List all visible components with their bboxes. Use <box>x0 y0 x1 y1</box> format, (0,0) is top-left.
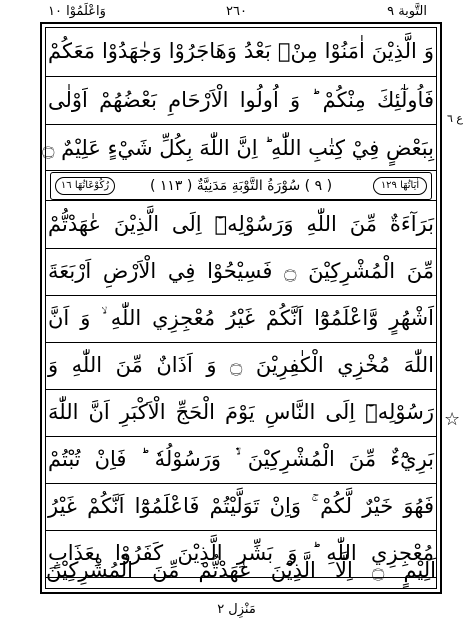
text-line: اَلِيْمٍ ۝ اِلَّا الَّذِيْنَ عٰهَدْتُّمْ مِّنَ الْمُشْرِكِيْنَ <box>46 558 436 582</box>
ayat-count: اٰيَاتُهَا ١٢٩ <box>373 177 427 195</box>
text-line: اَشْهُرٍ وَّاعْلَمُوْٓا اَنَّكُمْ غَيْرُ مُعْجِزِي اللّٰهِ ۙ وَ اَنَّ <box>48 306 434 330</box>
text-line: بِبَعْضٍ فِيْ كِتٰبِ اللّٰهِ ؕ اِنَّ اللّٰهَ بِكُلِّ شَيْءٍ عَلِيْمٌ ۝ <box>42 136 434 160</box>
text-line: بَرَآءَةٌ مِّنَ اللّٰهِ وَرَسُوْلِهٖٓ اِلَى الَّذِيْنَ عٰهَدْتُّمْ <box>48 212 434 236</box>
text-line: مِّنَ الْمُشْرِكِيْنَ ۝ فَسِيْحُوْا فِي الْاَرْضِ اَرْبَعَةَ <box>48 259 434 283</box>
line-rule <box>46 170 436 171</box>
text-line: وَ الَّذِيْنَ اٰمَنُوْا مِنْۢ بَعْدُ وَهَاجَرُوْا وَجٰهَدُوْا مَعَكُمْ <box>48 39 434 63</box>
text-line: اللّٰهَ مُخْزِي الْكٰفِرِيْنَ ۝ وَ اَذَانٌ مِّنَ اللّٰهِ وَ <box>48 353 435 377</box>
ruku-margin-mark: ع ٦ <box>447 112 463 125</box>
surah-name: التَّوبة ٩ <box>387 4 427 19</box>
page-header <box>0 2 473 24</box>
text-line: فَهُوَ خَيْرٌ لَّكُمْ ۚ وَاِنْ تَوَلَّيْتُمْ فَاعْلَمُوْٓا اَنَّكُمْ غَيْرُ <box>48 494 434 518</box>
text-line: فَاُولٰٓئِكَ مِنْكُمْ ؕ وَ اُولُوا الْاَرْحَامِ بَعْضُهُمْ اَوْلٰى <box>48 88 434 112</box>
text-line: مُعْجِزِي اللّٰهِ ؕ وَ بَشِّرِ الَّذِيْنَ كَفَرُوْا بِعَذَابٍ <box>48 541 434 565</box>
surah-title: ( ٩ ) سُوْرَةُ التَّوْبَةِ مَدَنِيَّةٌ ( ١١٣ ) <box>149 178 333 194</box>
page-number: ٢٦٠ <box>226 4 247 19</box>
ruku-count: رُكُوْعَاتُهَا ١٦ <box>55 177 115 195</box>
manzil-footer: مَنْزِل ٢ <box>217 602 256 617</box>
page-frame <box>40 22 442 594</box>
juz-name: وَاعْلَمُوْا ١٠ <box>48 4 106 19</box>
star-icon: ☆ <box>444 409 461 430</box>
text-line: بَرِيْٓءٌ مِّنَ الْمُشْرِكِيْنَ ۙ۬ وَرَسُوْلُهٗ ؕ فَاِنْ تُبْتُمْ <box>48 447 434 471</box>
text-line: رَسُوْلِهٖٓ اِلَى النَّاسِ يَوْمَ الْحَجِّ الْاَكْبَرِ اَنَّ اللّٰهَ <box>48 400 434 424</box>
surah-banner <box>50 172 432 200</box>
